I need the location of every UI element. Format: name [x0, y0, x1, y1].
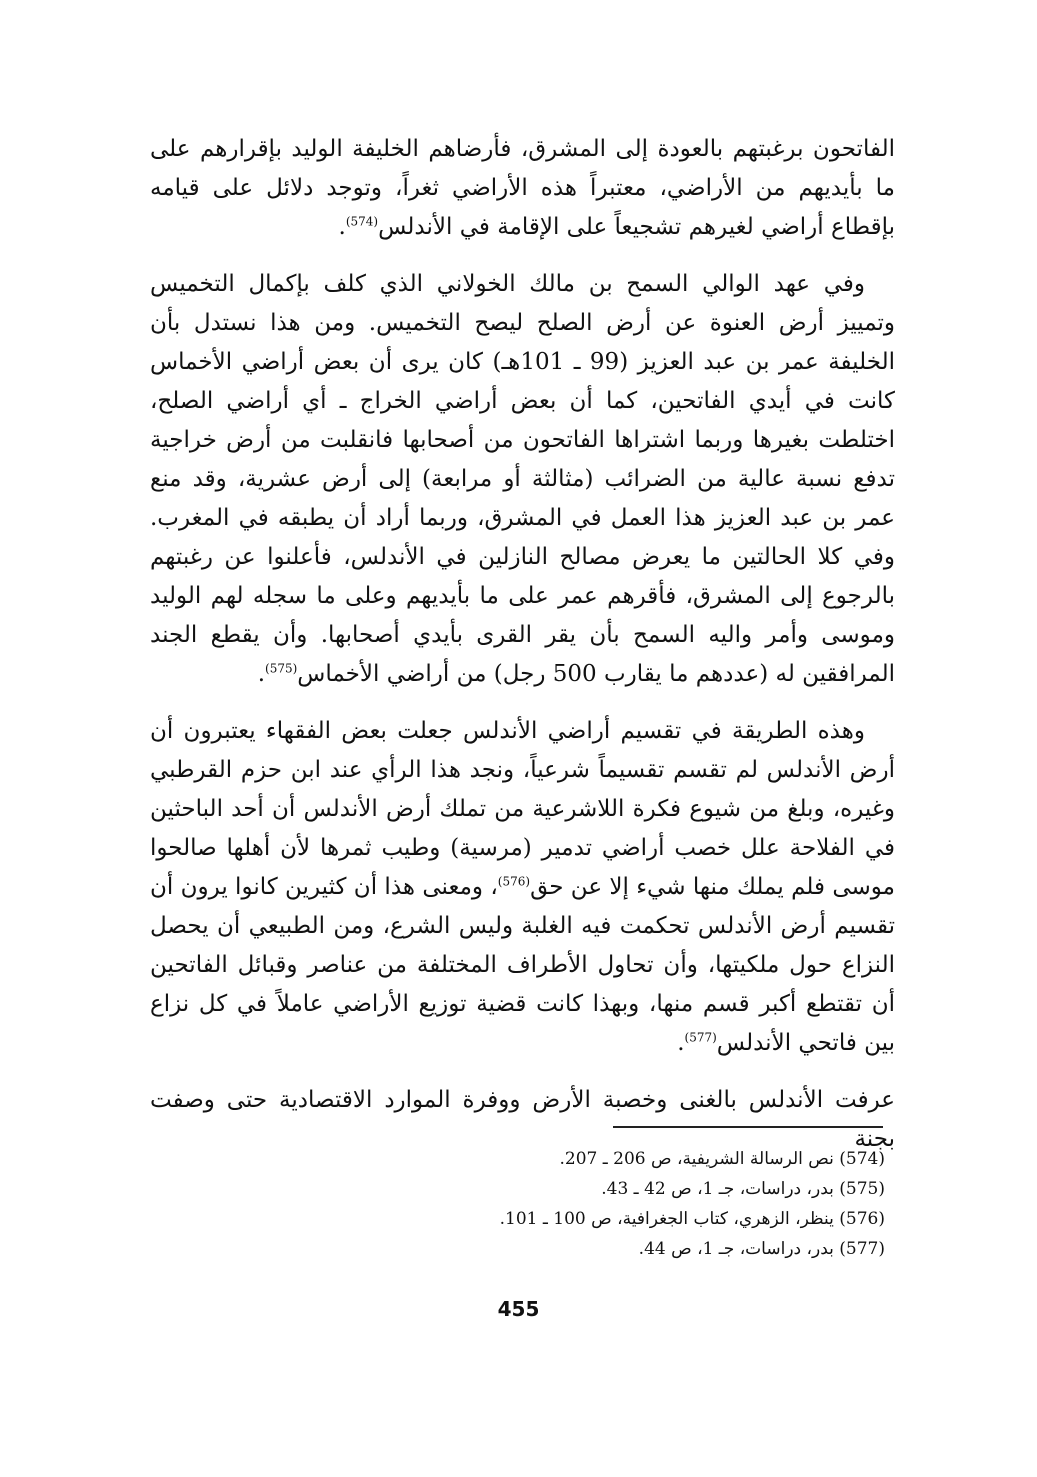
main-text [150, 130, 895, 1177]
footnote-ref-577: (577) [684, 1030, 717, 1045]
paragraph-1 [150, 130, 895, 247]
footnote-576: (576) ينظر، الزهري، كتاب الجغرافية، ص 100 ـ 101. [499, 1209, 885, 1229]
footnote-ref-574: (574) [345, 214, 379, 229]
footnote-574: (574) نص الرسالة الشريفية، ص 206 ـ 207. [559, 1149, 885, 1169]
footnote-divider [613, 1126, 883, 1128]
paragraph-2 [150, 265, 895, 694]
footnote-575: (575) بدر، دراسات، جـ 1، ص 42 ـ 43. [601, 1179, 885, 1199]
paragraph-1-tail: . [338, 214, 346, 240]
paragraph-2-tail: . [257, 661, 265, 687]
paragraph-3-text: وهذه الطريقة في تقسيم أراضي الأندلس جعلت بعض الفقهاء يعتبرون أن أرض الأندلس لم تقسم تقسيماً شرعياً، ونجد هذا الرأي عند ابن حزم القرطبي وغيره، وبلغ من شيوع فكرة اللاشرعية من تملك أرض الأندلس أن أحد الباحثين في الفلاحة علل خصب أراضي تدمير (مرسية) وطيب ثمرها لأن أهلها صالحوا موسى فلم يملك منها شيء إلا عن حق [150, 718, 895, 900]
footnotes [420, 1144, 885, 1264]
footnote-ref-576: (576) [497, 874, 531, 889]
paragraph-4-text: عرفت الأندلس بالغنى وخصبة الأرض ووفرة الموارد الاقتصادية حتى وصفت بجنة [150, 1087, 895, 1152]
footnote-577: (577) بدر، دراسات، جـ 1، ص 44. [638, 1239, 885, 1259]
footnote-ref-575: (575) [265, 661, 298, 676]
paragraph-3-middle: ، ومعنى هذا أن كثيرين كانوا يرون أن تقسيم أرض الأندلس تحكمت فيه الغلبة وليس الشرع، ومن الطبيعي أن يحصل النزاع حول ملكيتها، وأن تحاول الأطراف المختلفة من عناصر وقبائل الفاتحين أن تقتطع أكبر قسم منها، وبهذا كانت قضية توزيع الأراضي عاملاً في كل نزاع بين فاتحي الأندلس [150, 874, 895, 1056]
paragraph-3 [150, 712, 895, 1063]
page-number: 455 [497, 1297, 540, 1321]
paragraph-2-text: وفي عهد الوالي السمح بن مالك الخولاني الذي كلف بإكمال التخميس وتمييز أرض العنوة عن أرض الصلح ليصح التخميس. ومن هذا نستدل بأن الخليفة عمر بن عبد العزيز (99 ـ 101هـ) كان يرى أن بعض أراضي الأخماس كانت في أيدي الفاتحين، كما أن بعض أراضي الخراج ـ أي أراضي الصلح، اختلطت بغيرها وربما اشتراها الفاتحون من أصحابها فانقلبت من أرض خراجية تدفع نسبة عالية من الضرائب (مثالثة أو مرابعة) إلى أرض عشرية، وقد منع عمر بن عبد العزيز هذا العمل في المشرق، وربما أراد أن يطبقه في المغرب. وفي كلا الحالتين ما يعرض مصالح النازلين في الأندلس، فأعلنوا عن رغبتهم بالرجوع إلى المشرق، فأقرهم عمر على ما بأيديهم وعلى ما سجله لهم الوليد وموسى وأمر واليه السمح بأن يقر القرى بأيدي أصحابها. وأن يقطع الجند المرافقين له (عددهم ما يقارب 500 رجل) من أراضي الأخماس [150, 271, 895, 687]
paragraph-1-text: الفاتحون برغبتهم بالعودة إلى المشرق، فأرضاهم الخليفة الوليد بإقرارهم على ما بأيديهم من الأراضي، معتبراً هذه الأراضي ثغراً، وتوجد دلائل على قيامه بإقطاع أراضي لغيرهم تشجيعاً على الإقامة في الأندلس [150, 136, 895, 240]
paragraph-3-tail: . [677, 1030, 685, 1056]
